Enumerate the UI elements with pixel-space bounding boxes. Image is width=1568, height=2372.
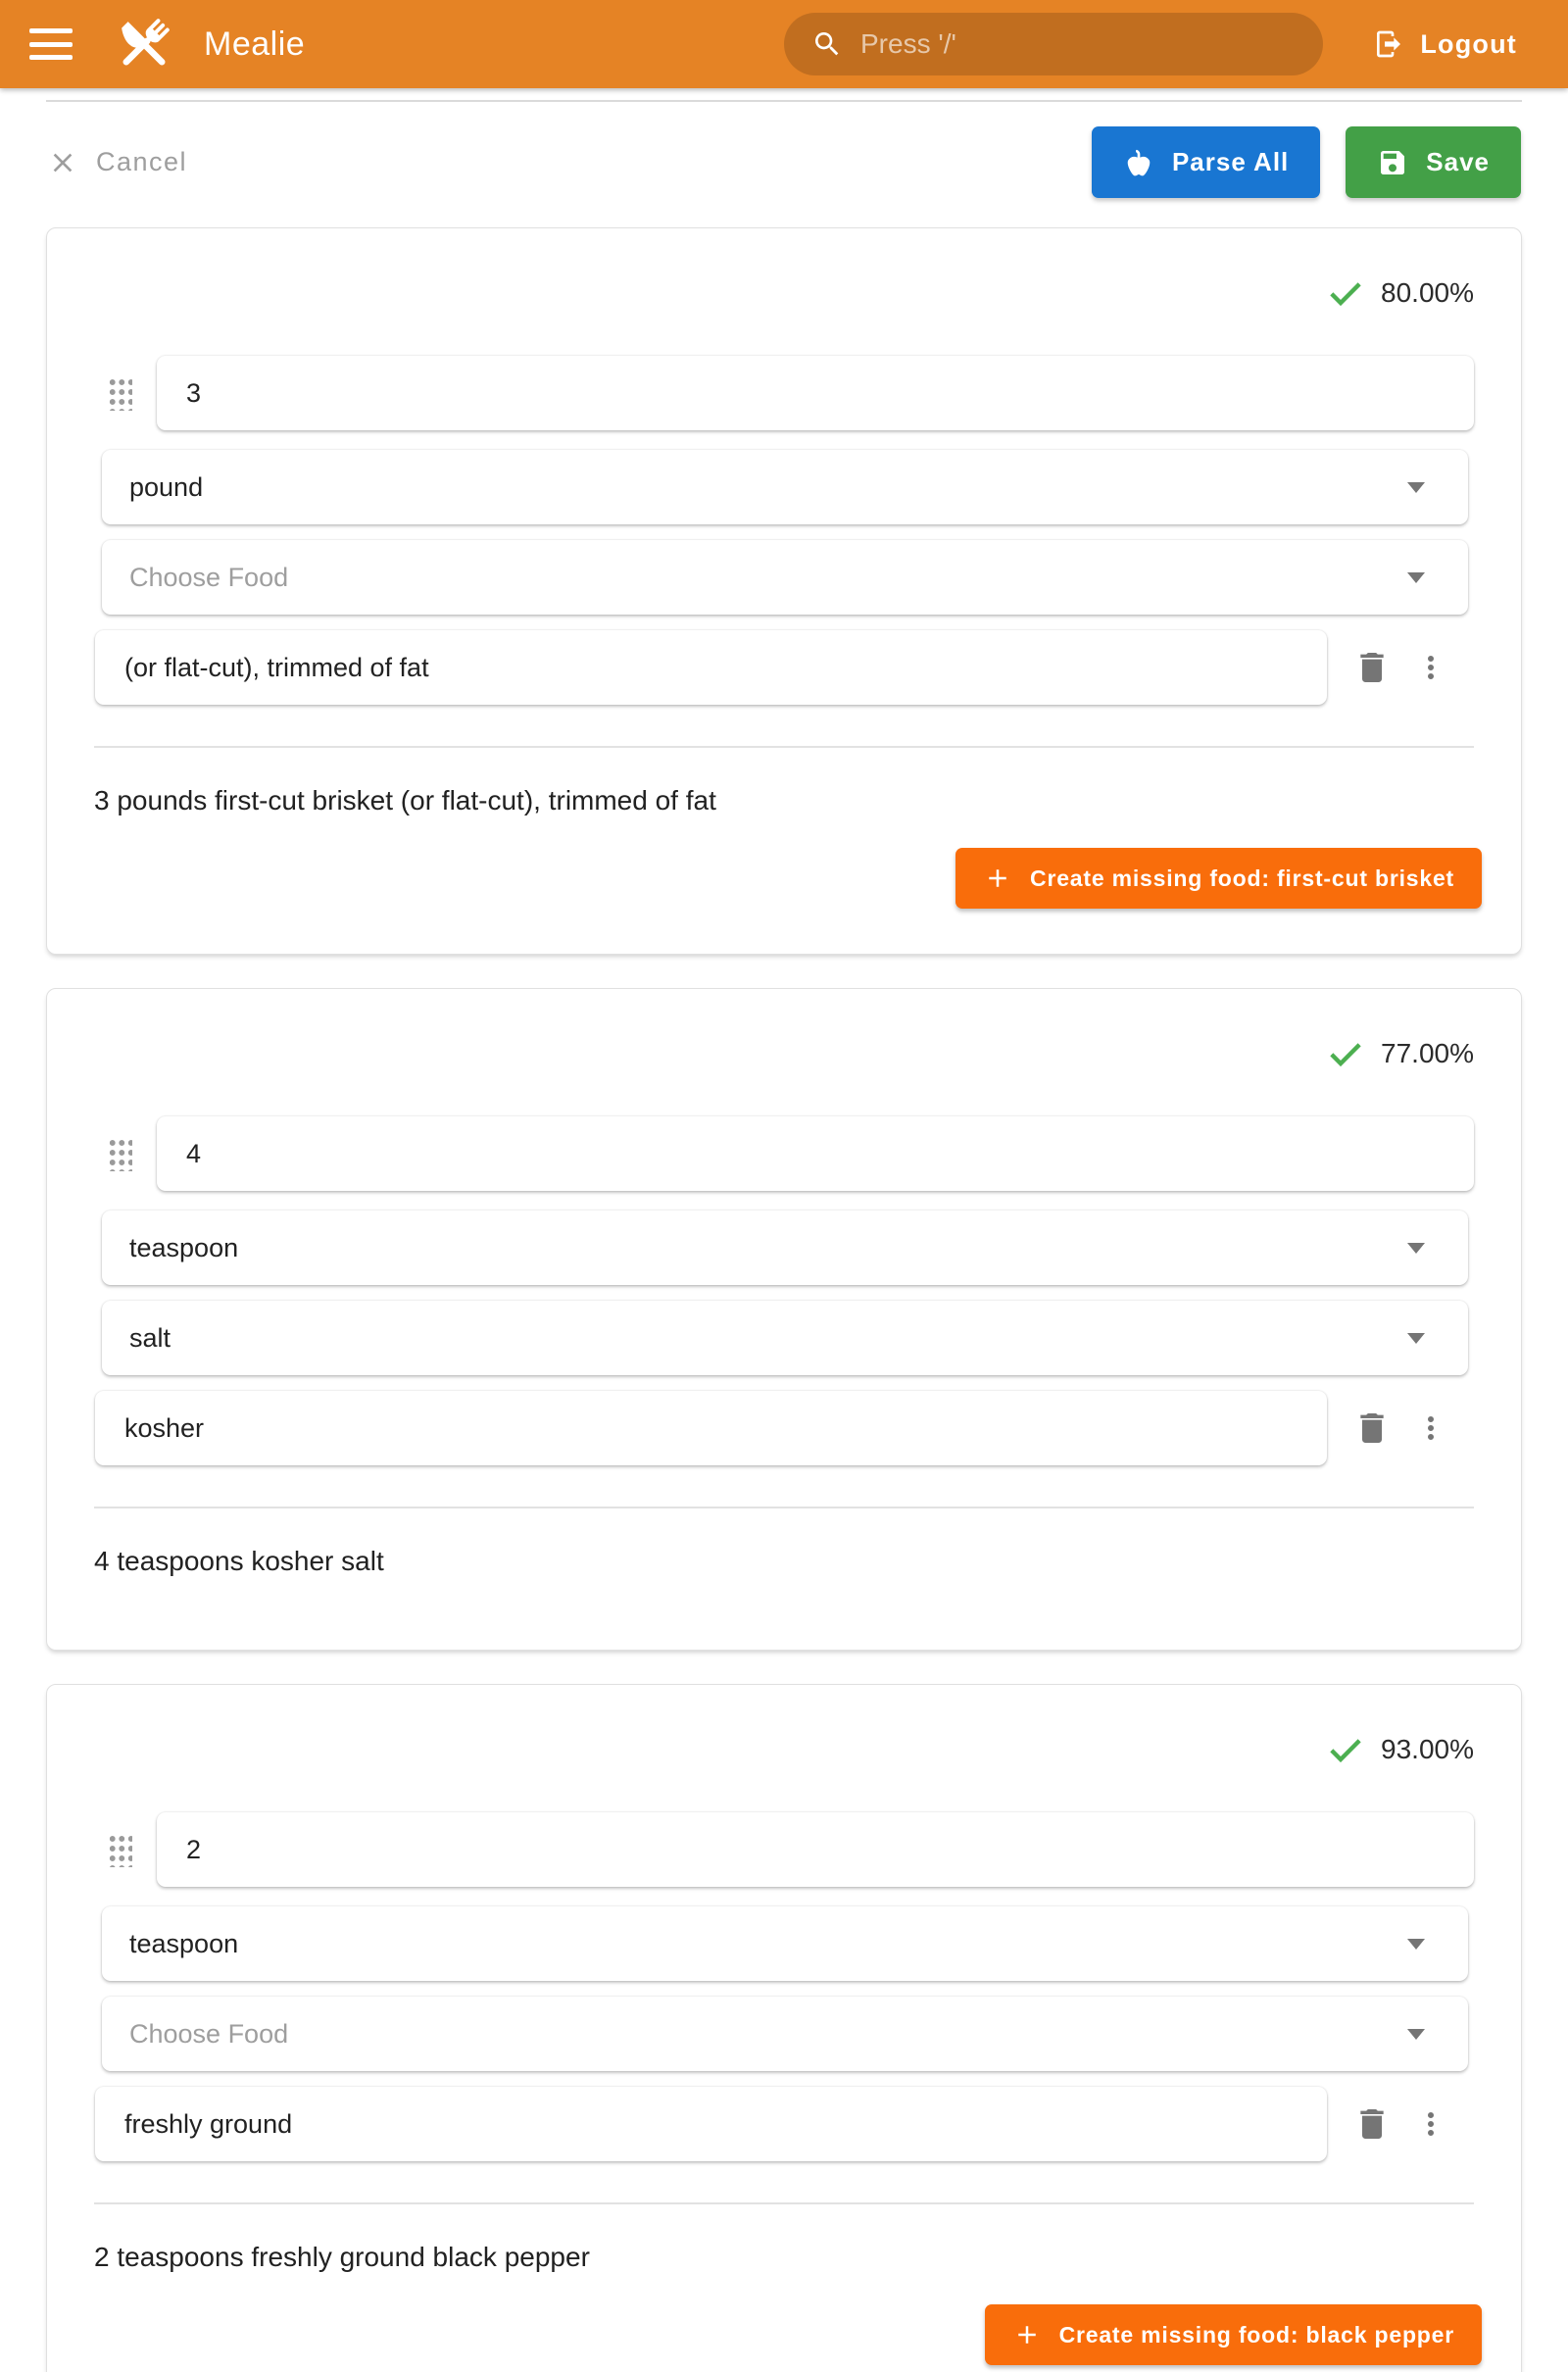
page-title: Mealie: [204, 25, 306, 63]
note-input[interactable]: [95, 2087, 1327, 2161]
dots-vertical-icon: [1413, 2102, 1448, 2146]
drag-handle-icon[interactable]: [107, 1832, 132, 1867]
check-icon: [1326, 1034, 1365, 1073]
unit-select[interactable]: teaspoon: [102, 1211, 1468, 1285]
create-missing-food-button[interactable]: Create missing food: first-cut brisket: [956, 848, 1482, 909]
search-input[interactable]: [784, 13, 1323, 75]
confidence-value: 77.00%: [1381, 1038, 1474, 1068]
delete-button[interactable]: [1352, 646, 1392, 689]
more-options-button[interactable]: [1413, 1407, 1448, 1450]
chevron-down-icon: [1407, 1333, 1425, 1344]
save-icon: [1377, 147, 1408, 178]
chevron-down-icon: [1407, 482, 1425, 493]
note-input[interactable]: [95, 630, 1327, 705]
trash-icon: [1352, 646, 1392, 689]
drag-handle-icon[interactable]: [107, 375, 132, 411]
food-select[interactable]: Choose Food: [102, 540, 1468, 615]
confidence-row: [94, 1730, 1474, 1769]
close-icon: [47, 147, 78, 178]
app-header: [0, 0, 1568, 88]
quantity-input[interactable]: [157, 1812, 1474, 1887]
more-options-button[interactable]: [1413, 2102, 1448, 2146]
menu-icon[interactable]: [29, 28, 73, 60]
parse-all-button[interactable]: Parse All: [1092, 126, 1320, 198]
chevron-down-icon: [1407, 2029, 1425, 2040]
dots-vertical-icon: [1413, 1407, 1448, 1450]
original-ingredient-text: 2 teaspoons freshly ground black pepper: [94, 2242, 590, 2272]
dots-vertical-icon: [1413, 646, 1448, 689]
ingredient-card: [46, 1684, 1522, 2372]
action-toolbar: [47, 126, 1521, 198]
confidence-value: 93.00%: [1381, 1734, 1474, 1764]
quantity-input[interactable]: [157, 1116, 1474, 1191]
confidence-row: [94, 1034, 1474, 1073]
quantity-input[interactable]: [157, 356, 1474, 430]
header-divider: [46, 100, 1522, 102]
save-button[interactable]: Save: [1346, 126, 1521, 198]
mealie-logo-icon: [112, 12, 176, 76]
divider: [94, 2202, 1474, 2204]
note-input[interactable]: [95, 1391, 1327, 1465]
ingredient-card: [46, 227, 1522, 955]
original-ingredient-text: 3 pounds first-cut brisket (or flat-cut), trimmed of fat: [94, 785, 716, 815]
food-select[interactable]: salt: [102, 1301, 1468, 1375]
plus-icon: [1012, 2320, 1042, 2349]
cancel-button[interactable]: Cancel: [47, 147, 187, 178]
check-icon: [1326, 273, 1365, 313]
create-missing-food-button[interactable]: Create missing food: black pepper: [985, 2304, 1482, 2365]
search-icon: [811, 28, 843, 60]
drag-handle-icon[interactable]: [107, 1136, 132, 1171]
more-options-button[interactable]: [1413, 646, 1448, 689]
unit-select[interactable]: pound: [102, 450, 1468, 524]
check-icon: [1326, 1730, 1365, 1769]
original-ingredient-text: 4 teaspoons kosher salt: [94, 1546, 384, 1576]
plus-icon: [983, 864, 1012, 893]
divider: [94, 1507, 1474, 1508]
divider: [94, 746, 1474, 748]
chevron-down-icon: [1407, 1939, 1425, 1950]
ingredient-card: [46, 988, 1522, 1651]
trash-icon: [1352, 2102, 1392, 2146]
search-placeholder: Press '/': [860, 28, 956, 59]
ingredient-list: [46, 227, 1522, 2372]
chevron-down-icon: [1407, 1243, 1425, 1254]
trash-icon: [1352, 1407, 1392, 1450]
logout-button[interactable]: Logout: [1373, 28, 1517, 60]
confidence-row: [94, 273, 1474, 313]
chevron-down-icon: [1407, 572, 1425, 583]
unit-select[interactable]: teaspoon: [102, 1906, 1468, 1981]
food-select[interactable]: Choose Food: [102, 1997, 1468, 2071]
logout-icon: [1373, 28, 1404, 60]
confidence-value: 80.00%: [1381, 277, 1474, 308]
apple-icon: [1123, 147, 1154, 178]
delete-button[interactable]: [1352, 1407, 1392, 1450]
delete-button[interactable]: [1352, 2102, 1392, 2146]
